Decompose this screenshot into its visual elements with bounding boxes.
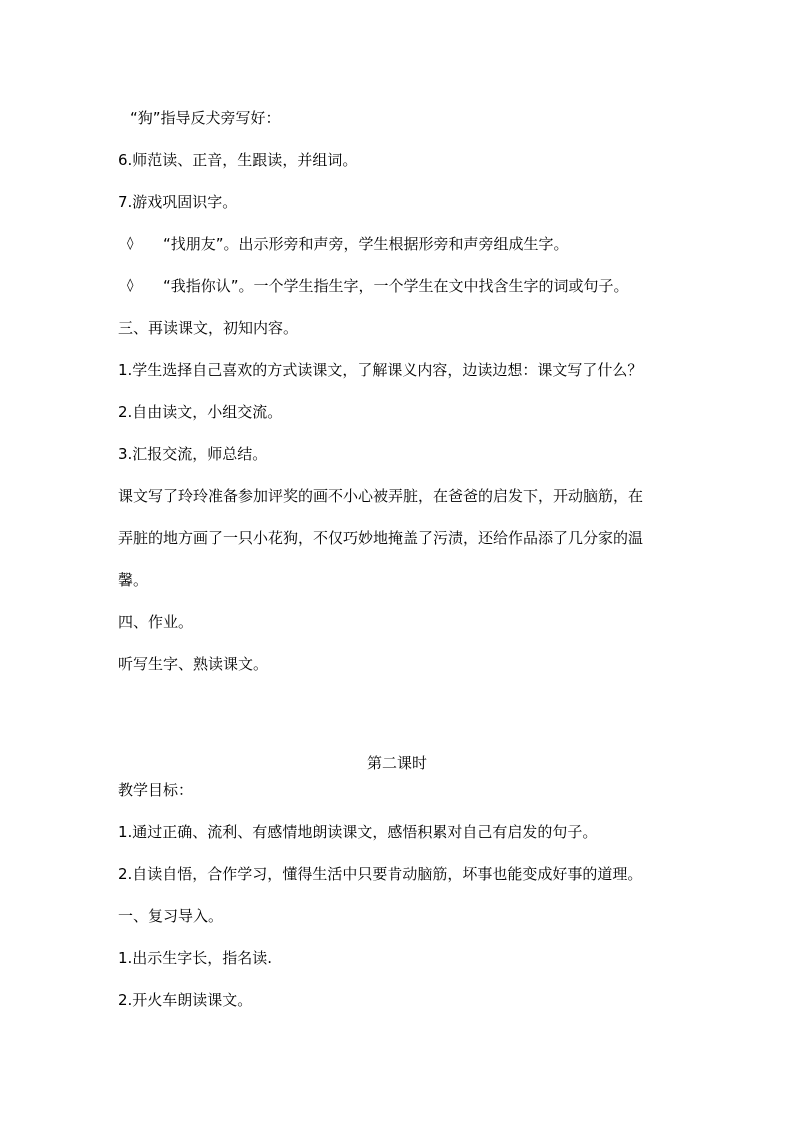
text-line: 7.游戏巩固识字。 bbox=[118, 193, 238, 211]
text-line: 教学目标： bbox=[118, 781, 194, 799]
text-line: 1.通过正确、流利、有感情地朗读课文，感悟积累对自己有启发的句子。 bbox=[118, 823, 598, 841]
lesson-heading: 第二课时 bbox=[366, 754, 427, 772]
diamond-bullet-icon: ◊ bbox=[127, 236, 134, 251]
text-line: “狗”指导反犬旁写好： bbox=[130, 109, 281, 127]
text-line: 2.开火车朗读课文。 bbox=[118, 991, 253, 1009]
text-line: 1.出示生字长，指名读. bbox=[118, 949, 273, 967]
section-heading: 四、作业。 bbox=[118, 613, 194, 631]
text-line: 3.汇报交流，师总结。 bbox=[118, 445, 268, 463]
section-heading: 一、复习导入。 bbox=[118, 907, 224, 925]
paragraph-line: 弄脏的地方画了一只小花狗，不仅巧妙地掩盖了污渍，还给作品添了几分家的温 bbox=[118, 529, 644, 547]
bullet-item: “我指你认”。一个学生指生字，一个学生在文中找含生字的词或句子。 bbox=[163, 277, 629, 295]
text-line: 1.学生选择自己喜欢的方式读课文，了解课义内容，边读边想：课文写了什么？ bbox=[118, 361, 643, 379]
text-line: 2.自由读文，小组交流。 bbox=[118, 403, 283, 421]
section-heading: 三、再读课文，初知内容。 bbox=[118, 319, 299, 337]
bullet-item: “找朋友”。出示形旁和声旁，学生根据形旁和声旁组成生字。 bbox=[163, 235, 569, 253]
paragraph-line: 课文写了玲玲准备参加评奖的画不小心被弄脏，在爸爸的启发下，开动脑筋，在 bbox=[118, 487, 644, 505]
text-line: 2.自读自悟，合作学习，懂得生活中只要肯动脑筋，坏事也能变成好事的道理。 bbox=[118, 865, 643, 883]
text-line: 听写生字、熟读课文。 bbox=[118, 655, 269, 673]
diamond-bullet-icon: ◊ bbox=[127, 278, 134, 293]
paragraph-line: 馨。 bbox=[118, 571, 149, 589]
text-line: 6.师范读、正音，生跟读，并组词。 bbox=[118, 151, 358, 169]
